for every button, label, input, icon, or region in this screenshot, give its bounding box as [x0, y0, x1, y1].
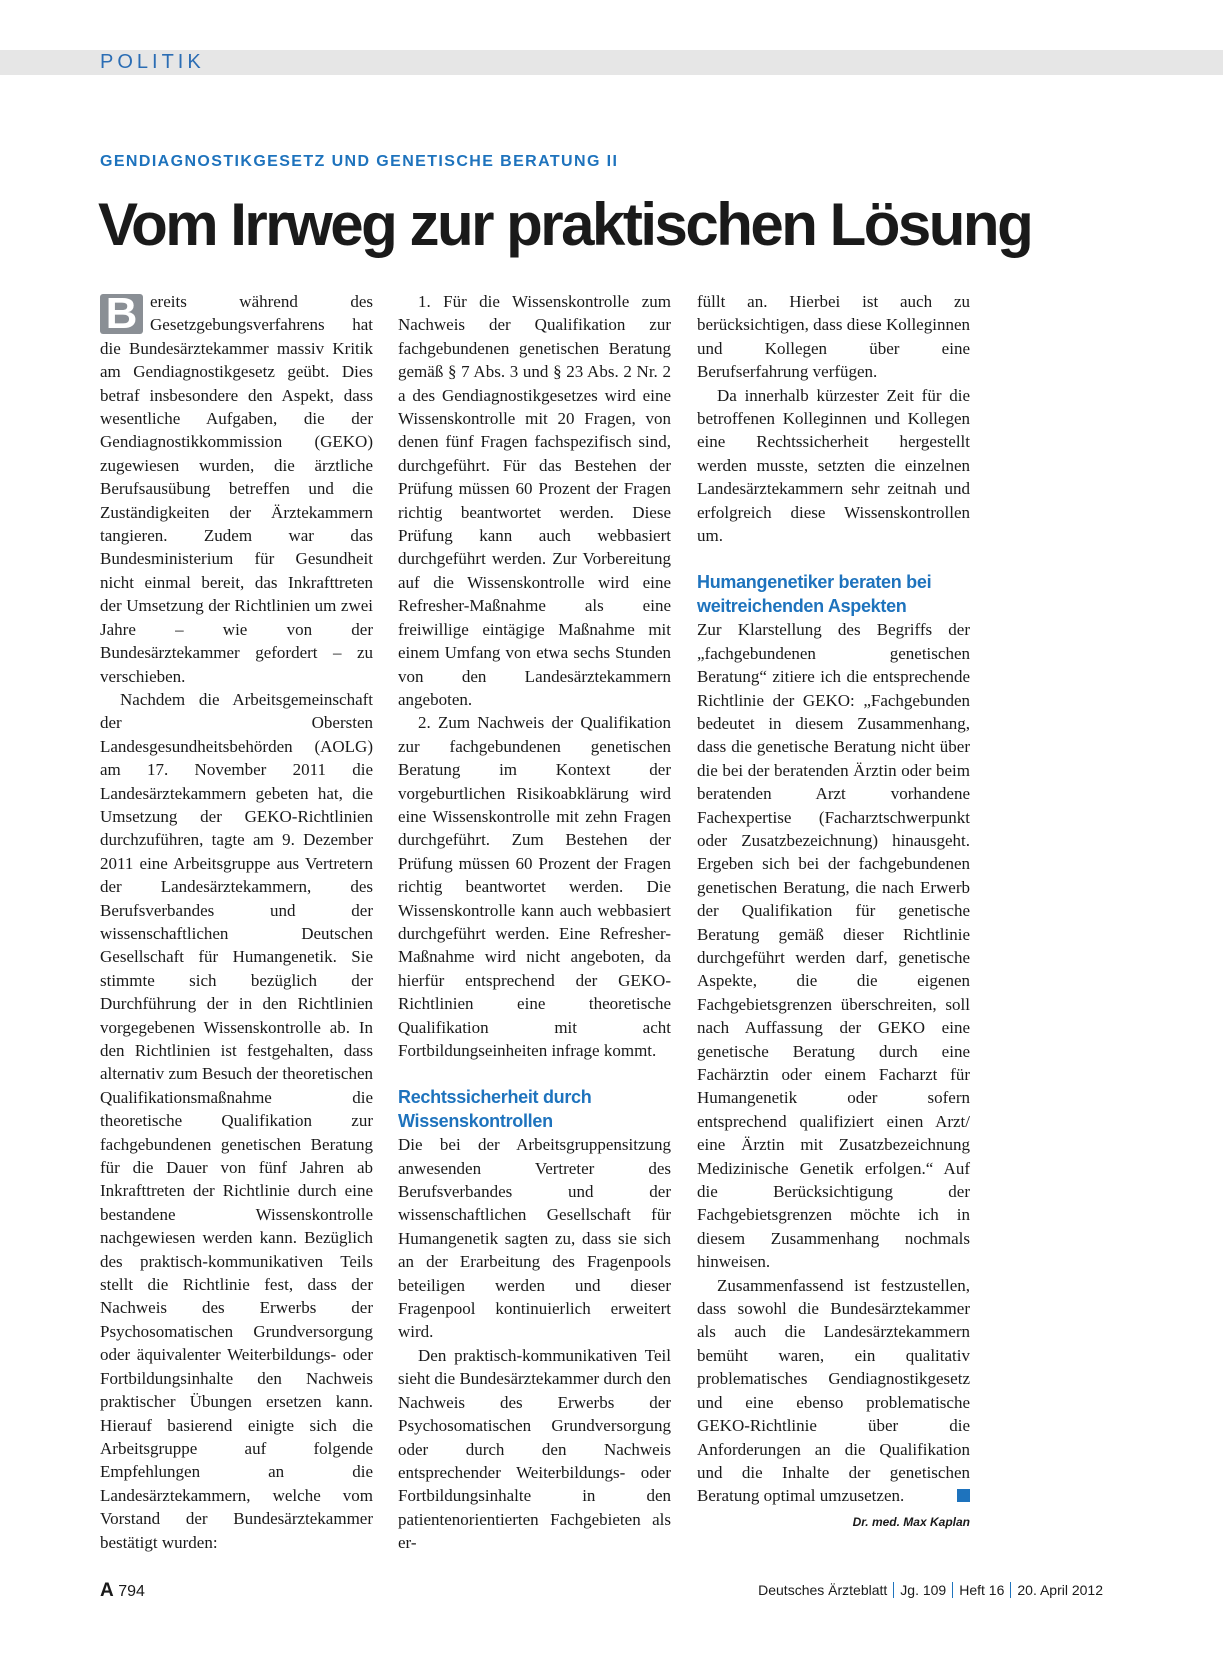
separator [952, 1582, 953, 1598]
article-kicker: GENDIAGNOSTIKGESETZ UND GENETISCHE BERATUNG II [100, 153, 619, 170]
article-column-3 [697, 290, 970, 1532]
article-column-1 [100, 290, 373, 1554]
journal-issue: Heft 16 [959, 1582, 1005, 1598]
subheading: Rechtssicherheit durch Wissenskontrollen [398, 1087, 592, 1131]
separator [893, 1582, 894, 1598]
paragraph-text: ereits während des Gesetzgebungsverfahrens hat die Bundesärztekammer massiv Kritik am Gendiagnostikgesetz geübt. Dies betraf insbesondere den Aspekt, dass wesentliche Aufgaben, die der Gendiagnostikkommission (GEKO) zugewiesen wurden, die ärztliche Berufsausübung betreffen und die Zuständigkeiten der Ärztekammern tangieren. Zudem war das Bundesministerium für Gesundheit nicht einmal bereit, das Inkrafttreten der Umsetzung der Richtlinien um zwei Jahre – wie von der Bundesärztekammer gefordert – zu verschieben. [100, 292, 373, 686]
journal-volume: Jg. 109 [900, 1582, 947, 1598]
page-number-value: 794 [118, 1583, 145, 1600]
journal-info [758, 1582, 1103, 1598]
subheading: Humangenetiker beraten bei weitreichenden Aspekten [697, 572, 932, 616]
author-byline: Dr. med. Max Kaplan [852, 1514, 970, 1529]
paragraph: füllt an. Hierbei ist auch zu berücksichtigen, dass diese Kolleginnen und Kollegen über eine Berufserfahrung verfügen. [697, 292, 970, 382]
section-label: POLITIK [100, 51, 205, 73]
separator [1010, 1582, 1011, 1598]
article-headline: Vom Irrweg zur praktischen Lösung [98, 191, 1032, 258]
paragraph: Die bei der Arbeitsgruppensitzung anwesenden Vertreter des Berufsverbandes und der wissenschaftlichen Gesellschaft für Humangenetik sagten zu, dass sie sich an der Erarbeitung des Fragenpools beteiligen werden und dieser Fragenpool kontinuierlich erweitert wird. [398, 1135, 671, 1342]
paragraph [697, 1274, 970, 1508]
paragraph-text: Zusammenfassend ist festzustellen, dass sowohl die Bundesärztekammer als auch die Landesärztekammern bemüht waren, ein qualitativ problematisches Gendiagnostikgesetz und eine ebenso problematische GEKO-Richtlinie über die Anforderungen an die Qualifikation und die Inhalte der genetischen Beratung optimal umzusetzen. [697, 1275, 970, 1506]
paragraph [100, 290, 373, 688]
paragraph: Den praktisch-kommunikativen Teil sieht die Bundesärztekammer durch den Nachweis des Erwerbs der Psychosomatischen Grundversorgung oder durch den Nachweis entsprechender Weiterbildungs- oder Fortbildungsinhalte in den patientenorientierten Fachgebieten als er- [398, 1345, 671, 1553]
paragraph: 1. Für die Wissenskontrolle zum Nachweis der Qualifikation zur fachgebundenen genetischen Beratung gemäß § 7 Abs. 3 und § 23 Abs. 2 Nr. 2 a des Gendiagnostikgesetzes wird eine Wissenskontrolle mit 20 Fragen, von denen fünf Fragen fachspezifisch sind, durchgeführt. Für das Bestehen der Prüfung müssen 60 Prozent der Fragen richtig beantwortet werden. Diese Prüfung kann auch webbasiert durchgeführt werden. Zur Vorbereitung auf die Wissenskontrolle wird eine Refresher-Maßnahme als eine freiwillige eintägige Maßnahme mit einem Umfang von etwa sechs Stunden von den Landesärztekammern angeboten. [398, 292, 671, 709]
paragraph: Zur Klarstellung des Begriffs der „fachgebundenen genetischen Beratung“ zitiere ich die entsprechende Richtlinie der GEKO: „Fachgebunden bedeutet in diesem Zusammenhang, dass die genetische Beratung nicht über die bei der beratenden Ärztin oder beim beratenden Arzt vorhandene Fachexpertise (Facharztschwerpunkt oder Zusatzbezeichnung) hinausgeht. Ergeben sich bei der fachgebundenen genetischen Beratung, die nach Erwerb der Qualifikation für genetische Beratung gemäß dieser Richtlinie durchgeführt werden darf, genetische Aspekte, die die eigenen Fachgebietsgrenzen überschreiten, soll nach Auffassung der GEKO eine genetische Beratung durch eine Fachärztin oder einem Facharzt für Humangenetik oder sofern entsprechend qualifiziert einen Arzt/ eine Ärztin mit Zusatzbezeichnung Medizinische Genetik erfolgen.“ Auf die Berücksichtigung der Fachgebietsgrenzen möchte ich in diesem Zusammenhang nochmals hinweisen. [697, 620, 970, 1272]
article-column-2 [398, 290, 671, 1555]
end-of-article-icon [957, 1489, 970, 1502]
paragraph: Da innerhalb kürzester Zeit für die betroffenen Kolleginnen und Kollegen eine Rechtssicherheit hergestellt werden musste, setzten die einzelnen Landesärztekammern sehr zeitnah und erfolgreich diese Wissenskontrollen um. [697, 385, 970, 546]
journal-date: 20. April 2012 [1017, 1582, 1103, 1598]
paragraph: Nachdem die Arbeitsgemeinschaft der Obersten Landesgesundheitsbehörden (AOLG) am 17. November 2011 die Landesärztekammern gebeten hat, die Umsetzung der GEKO-Richtlinien durchzuführen, tagte am 9. Dezember 2011 eine Arbeitsgruppe aus Vertretern der Landesärztekammern, des Berufsverbandes und der wissenschaftlichen Deutschen Gesellschaft für Humangenetik. Sie stimmte sich bezüglich der Durchführung der in den Richtlinien vorgegebenen Wissenskontrolle ab. In den Richtlinien ist festgehalten, dass alternativ zum Besuch der theoretischen Qualifikationsmaßnahme die theoretische Qualifikation zur fachgebundenen genetischen Beratung für die Dauer von fünf Jahren ab Inkrafttreten der Richtlinie durch eine bestandene Wissenskontrolle nachgewiesen werden kann. Bezüglich des praktisch-kommunikativen Teils stellt die Richtlinie fest, dass der Nachweis des Erwerbs der Psychosomatischen Grundversorgung oder äquivalenter Weiterbildungs- oder Fortbildungsinhalte den Nachweis praktischer Übungen ersetzen kann. Hierauf basierend einigte sich die Arbeitsgruppe auf folgende Empfehlungen an die Landesärztekammern, welche vom Vorstand der Bundesärztekammer bestätigt wurden: [100, 689, 373, 1552]
paragraph: 2. Zum Nachweis der Qualifikation zur fachgebundenen genetischen Beratung im Kontext der vorgeburtlichen Risikoabklärung wird eine Wissenskontrolle mit zehn Fragen durchgeführt. Zum Bestehen der Prüfung müssen 60 Prozent der Fragen richtig beantwortet werden. Die Wissenskontrolle kann auch webbasiert durchgeführt werden. Eine Refresher-Maßnahme wird nicht angeboten, da hierfür entsprechend der GEKO-Richtlinien eine theoretische Qualifikation mit acht Fortbildungseinheiten infrage kommt. [398, 713, 671, 1060]
page-number [100, 1580, 145, 1602]
page-prefix: A [100, 1580, 114, 1601]
journal-name: Deutsches Ärzteblatt [758, 1582, 888, 1598]
drop-cap: B [100, 294, 143, 334]
